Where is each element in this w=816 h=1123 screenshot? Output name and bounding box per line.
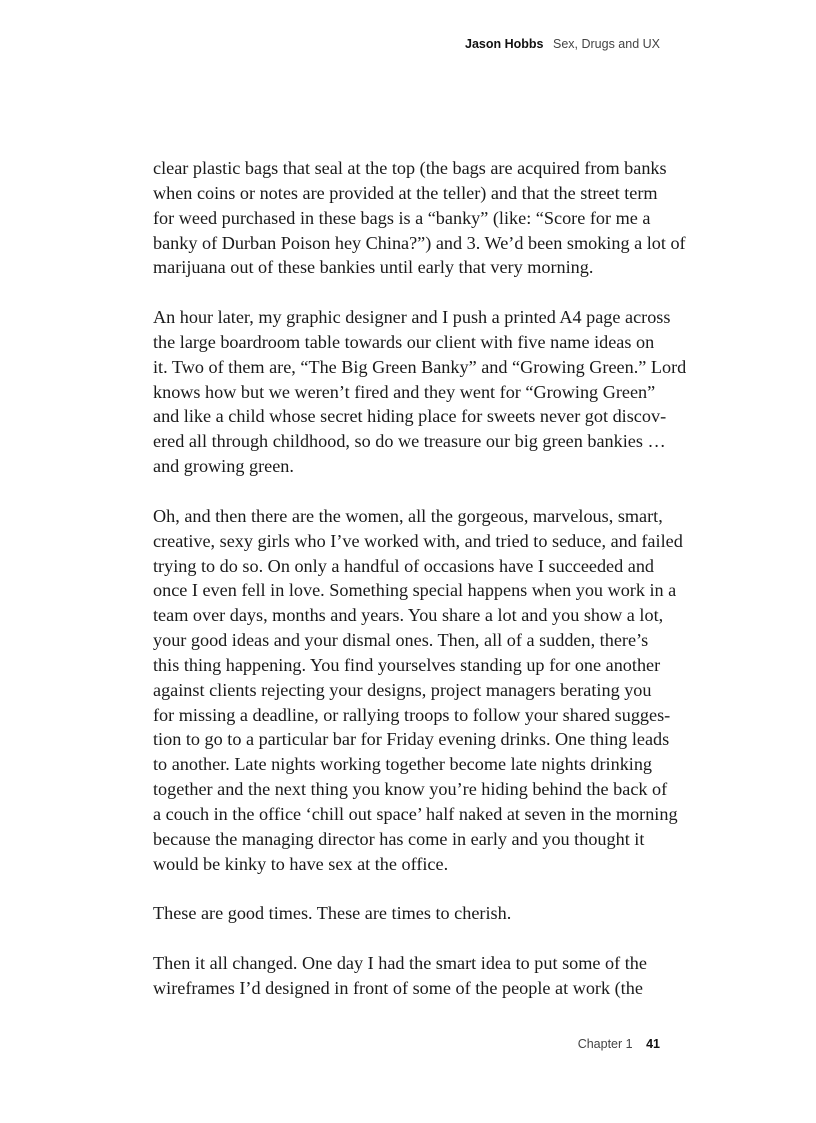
text-line: team over days, months and years. You share a lot and you show a lot, — [153, 605, 664, 626]
paragraph — [153, 951, 673, 1001]
text-line: Then it all changed. One day I had the smart idea to put some of the — [153, 953, 647, 973]
text-line: for missing a deadline, or rallying troops to follow your shared sugges- — [153, 704, 671, 725]
text-line: Oh, and then there are the women, all the gorgeous, marvelous, smart, — [153, 505, 663, 526]
text-line: banky of Durban Poison hey China?”) and 3. We’d been smoking a lot of — [153, 232, 686, 253]
text-line: knows how but we weren’t fired and they went for “Growing Green” — [153, 381, 656, 402]
text-line: tion to go to a particular bar for Friday evening drinks. One thing leads — [153, 729, 670, 750]
body-text — [153, 156, 687, 1001]
text-line: and growing green. — [153, 456, 294, 477]
text-line: when coins or notes are provided at the teller) and that the street term — [153, 182, 658, 203]
text-line: clear plastic bags that seal at the top (the bags are acquired from banks — [153, 158, 667, 178]
paragraph — [153, 504, 683, 877]
text-line: ered all through childhood, so do we treasure our big green bankies … — [153, 431, 666, 452]
text-line: These are good times. These are times to cherish. — [153, 903, 512, 924]
text-line: An hour later, my graphic designer and I push a printed A4 page across — [153, 307, 671, 328]
paragraph — [153, 305, 687, 479]
header-author: Jason Hobbs — [465, 37, 544, 51]
paragraph — [153, 156, 686, 280]
text-line: trying to do so. On only a handful of occasions have I succeeded and — [153, 555, 655, 576]
text-line: because the managing director has come in early and you thought it — [153, 828, 645, 849]
text-line: your good ideas and your dismal ones. Then, all of a sudden, there’s — [153, 630, 649, 651]
text-line: to another. Late nights working together become late nights drinking — [153, 754, 653, 775]
text-line: it. Two of them are, “The Big Green Banky” and “Growing Green.” Lord — [153, 356, 687, 377]
page-number: 41 — [646, 1037, 660, 1051]
text-line: marijuana out of these bankies until early that very morning. — [153, 257, 594, 278]
text-line: creative, sexy girls who I’ve worked with, and tried to seduce, and failed — [153, 530, 683, 551]
text-line: and like a child whose secret hiding place for sweets never got discov- — [153, 406, 667, 427]
text-line: this thing happening. You find yourselves standing up for one another — [153, 654, 661, 675]
running-header — [465, 37, 660, 51]
text-line: would be kinky to have sex at the office. — [153, 853, 449, 874]
text-line: once I even fell in love. Something special happens when you work in a — [153, 580, 677, 601]
text-line: together and the next thing you know you’re hiding behind the back of — [153, 779, 668, 800]
paragraph — [153, 901, 673, 926]
text-line: for weed purchased in these bags is a “banky” (like: “Score for me a — [153, 207, 651, 228]
text-line: wireframes I’d designed in front of some of the people at work (the — [153, 977, 643, 998]
running-footer — [578, 1037, 660, 1051]
text-line: against clients rejecting your designs, project managers berating you — [153, 679, 652, 700]
footer-chapter-label: Chapter 1 — [577, 1037, 633, 1051]
text-line: a couch in the office ‘chill out space’ half naked at seven in the morning — [153, 803, 678, 824]
header-book-title: Sex, Drugs and UX — [553, 37, 660, 51]
text-line: the large boardroom table towards our client with five name ideas on — [153, 331, 655, 352]
